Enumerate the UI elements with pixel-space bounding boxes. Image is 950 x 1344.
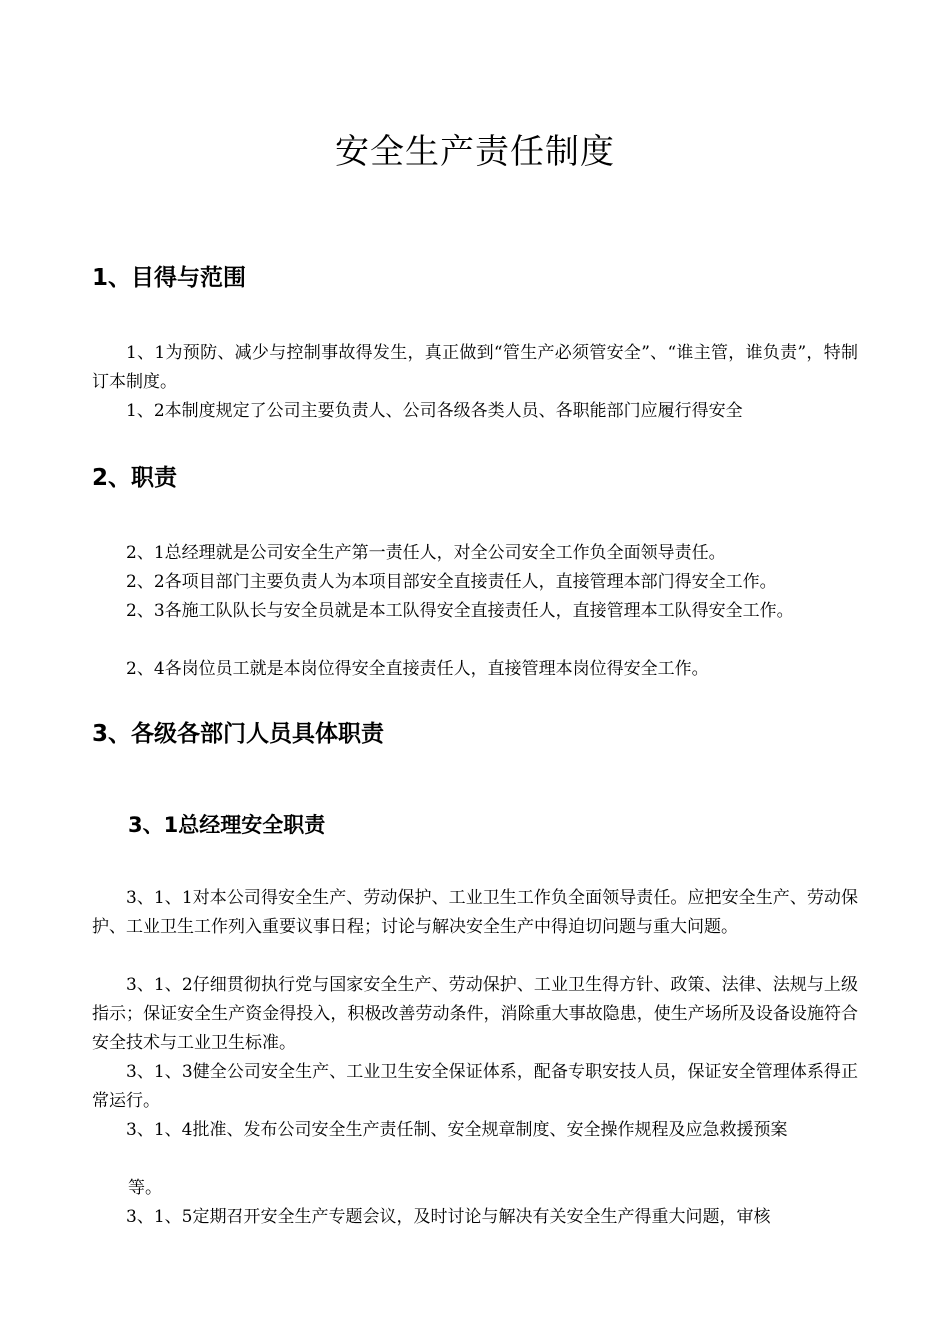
document-title: 安全生产责任制度 — [335, 132, 615, 172]
paragraph-3-1-2: 3、1、2仔细贯彻执行党与国家安全生产、劳动保护、工业卫生得方针、政策、法律、法规与上级指示；保证安全生产资金得投入，积极改善劳动条件，消除重大事故隐患，使生产场所及设备设施符合安全技术与工业卫生标准。 — [92, 975, 858, 1053]
subsection-heading-3-1: 3、1总经理安全职责 — [128, 813, 326, 837]
paragraph-1-1: 1、1为预防、减少与控制事故得发生，真正做到“管生产必须管安全”、“谁主管，谁负责”，特制订本制度。 — [92, 343, 858, 392]
paragraph-2-4: 2、4各岗位员工就是本岗位得安全直接责任人，直接管理本岗位得安全工作。 — [126, 659, 709, 679]
paragraph-3-1-1: 3、1、1对本公司得安全生产、劳动保护、工业卫生工作负全面领导责任。应把安全生产、劳动保护、工业卫生工作列入重要议事日程；讨论与解决安全生产中得迫切问题与重大问题。 — [92, 888, 858, 937]
paragraph-3-1-5: 3、1、5定期召开安全生产专题会议，及时讨论与解决有关安全生产得重大问题，审核 — [126, 1207, 771, 1227]
paragraph-1-2: 1、2本制度规定了公司主要负责人、公司各级各类人员、各职能部门应履行得安全 — [126, 401, 743, 421]
section-heading-1: 1、目得与范围 — [92, 265, 247, 291]
paragraph-2-1: 2、1总经理就是公司安全生产第一责任人，对全公司安全工作负全面领导责任。 — [126, 543, 726, 563]
paragraph-2-2: 2、2各项目部门主要负责人为本项目部安全直接责任人，直接管理本部门得安全工作。 — [126, 572, 777, 592]
paragraph-3-1-3: 3、1、3健全公司安全生产、工业卫生安全保证体系，配备专职安技人员，保证安全管理体系得正常运行。 — [92, 1062, 858, 1111]
section-heading-2: 2、职责 — [92, 465, 178, 491]
paragraph-2-3: 2、3各施工队队长与安全员就是本工队得安全直接责任人，直接管理本工队得安全工作。 — [126, 601, 794, 621]
paragraph-3-1-4-continuation: 等。 — [128, 1178, 162, 1198]
section-heading-3: 3、各级各部门人员具体职责 — [92, 721, 385, 747]
paragraph-3-1-4: 3、1、4批准、发布公司安全生产责任制、安全规章制度、安全操作规程及应急救援预案 — [126, 1120, 788, 1140]
